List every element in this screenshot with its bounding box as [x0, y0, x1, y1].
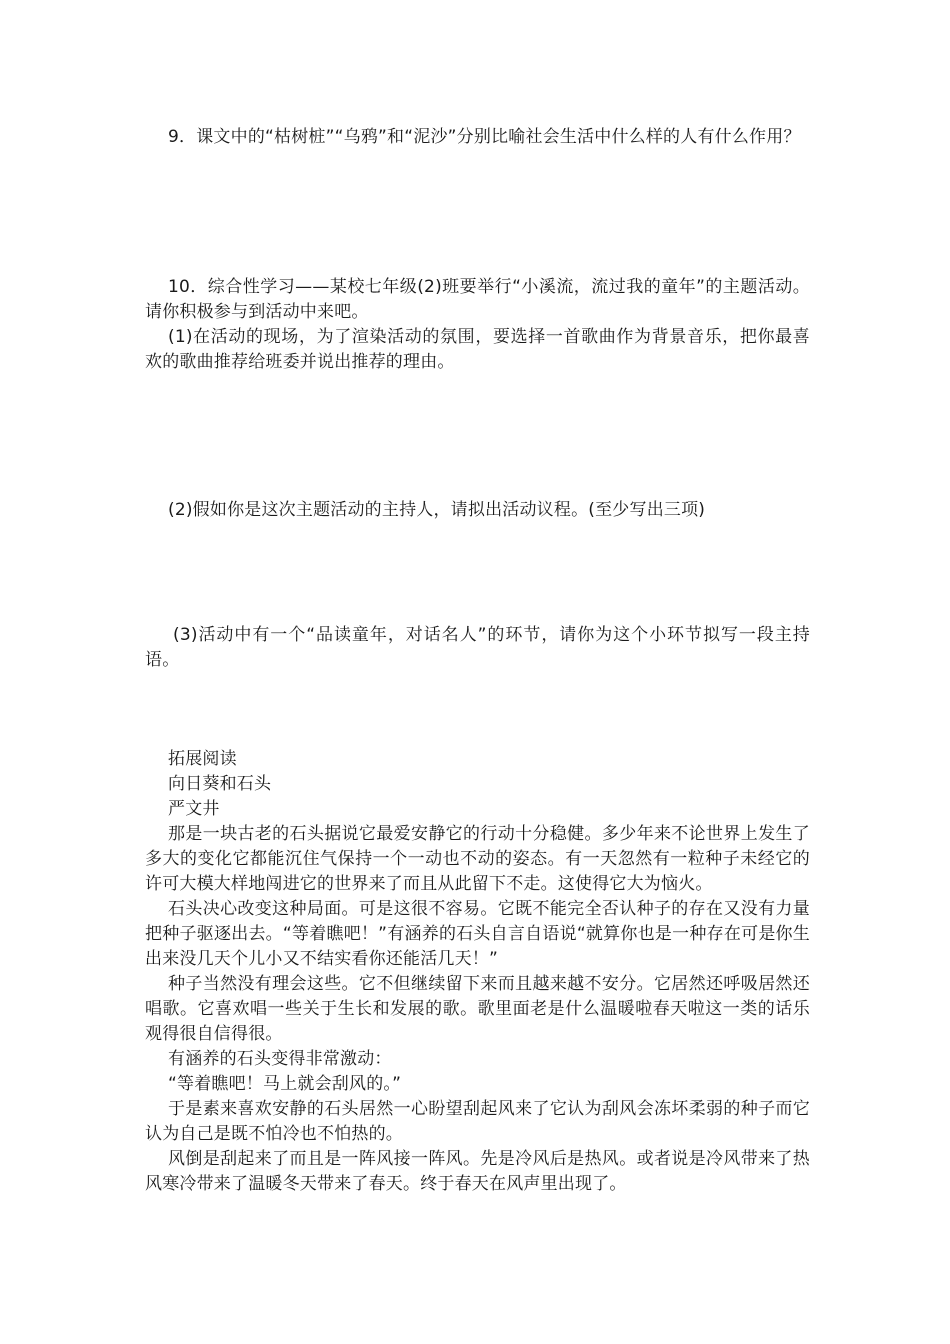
question-10-part-3: (3)活动中有一个“品读童年，对话名人”的环节，请你为这个小环节拟写一段主持语。 [145, 625, 810, 670]
article-paragraph: 种子当然没有理会这些。它不但继续留下来而且越来越不安分。它居然还呼吸居然还唱歌。它喜欢唱一些关于生长和发展的歌。歌里面老是什么温暖啦春天啦这一类的话乐观得很自信得很。 [145, 974, 810, 1044]
extended-reading [145, 747, 810, 1197]
question-9-text: 9．课文中的“枯树桩”“乌鸦”和“泥沙”分别比喻社会生活中什么样的人有什么作用？ [168, 127, 801, 147]
article-paragraph: 风倒是刮起来了而且是一阵风接一阵风。先是冷风后是热风。或者说是冷风带来了热风寒冷带来了温暖冬天带来了春天。终于春天在风声里出现了。 [145, 1149, 810, 1194]
article-paragraph: “等着瞧吧！马上就会刮风的。” [168, 1074, 402, 1094]
article-paragraph: 那是一块古老的石头据说它最爱安静它的行动十分稳健。多少年来不论世界上发生了多大的变化它都能沉住气保持一个一动也不动的姿态。有一天忽然有一粒种子未经它的许可大模大样地闯进它的世界来了而且从此留下不走。这使得它大为恼火。 [145, 824, 810, 894]
question-10 [145, 275, 810, 375]
article-paragraph: 于是素来喜欢安静的石头居然一心盼望刮起风来了它认为刮风会冻坏柔弱的种子而它认为自己是既不怕冷也不怕热的。 [145, 1099, 810, 1144]
article-paragraph: 有涵养的石头变得非常激动： [168, 1049, 392, 1069]
question-10-part-2: (2)假如你是这次主题活动的主持人，请拟出活动议程。(至少写出三项) [168, 500, 706, 520]
article-author: 严文井 [168, 799, 220, 819]
question-9 [145, 125, 810, 150]
question-10-part-1: (1)在活动的现场，为了渲染活动的氛围，要选择一首歌曲作为背景音乐，把你最喜欢的歌曲推荐给班委并说出推荐的理由。 [145, 327, 810, 372]
article-title: 向日葵和石头 [168, 774, 272, 794]
article-paragraph: 石头决心改变这种局面。可是这很不容易。它既不能完全否认种子的存在又没有力量把种子驱逐出去。“等着瞧吧！”有涵养的石头自言自语说“就算你也是一种存在可是你生出来没几天个儿小又不结实看你还能活几天！” [145, 899, 810, 969]
question-10-part-3-block [145, 623, 810, 673]
section-label: 拓展阅读 [168, 749, 237, 769]
question-10-intro: 10．综合性学习——某校七年级(2)班要举行“小溪流，流过我的童年”的主题活动。请你积极参与到活动中来吧。 [145, 277, 810, 322]
question-10-part-2-block [145, 498, 810, 523]
